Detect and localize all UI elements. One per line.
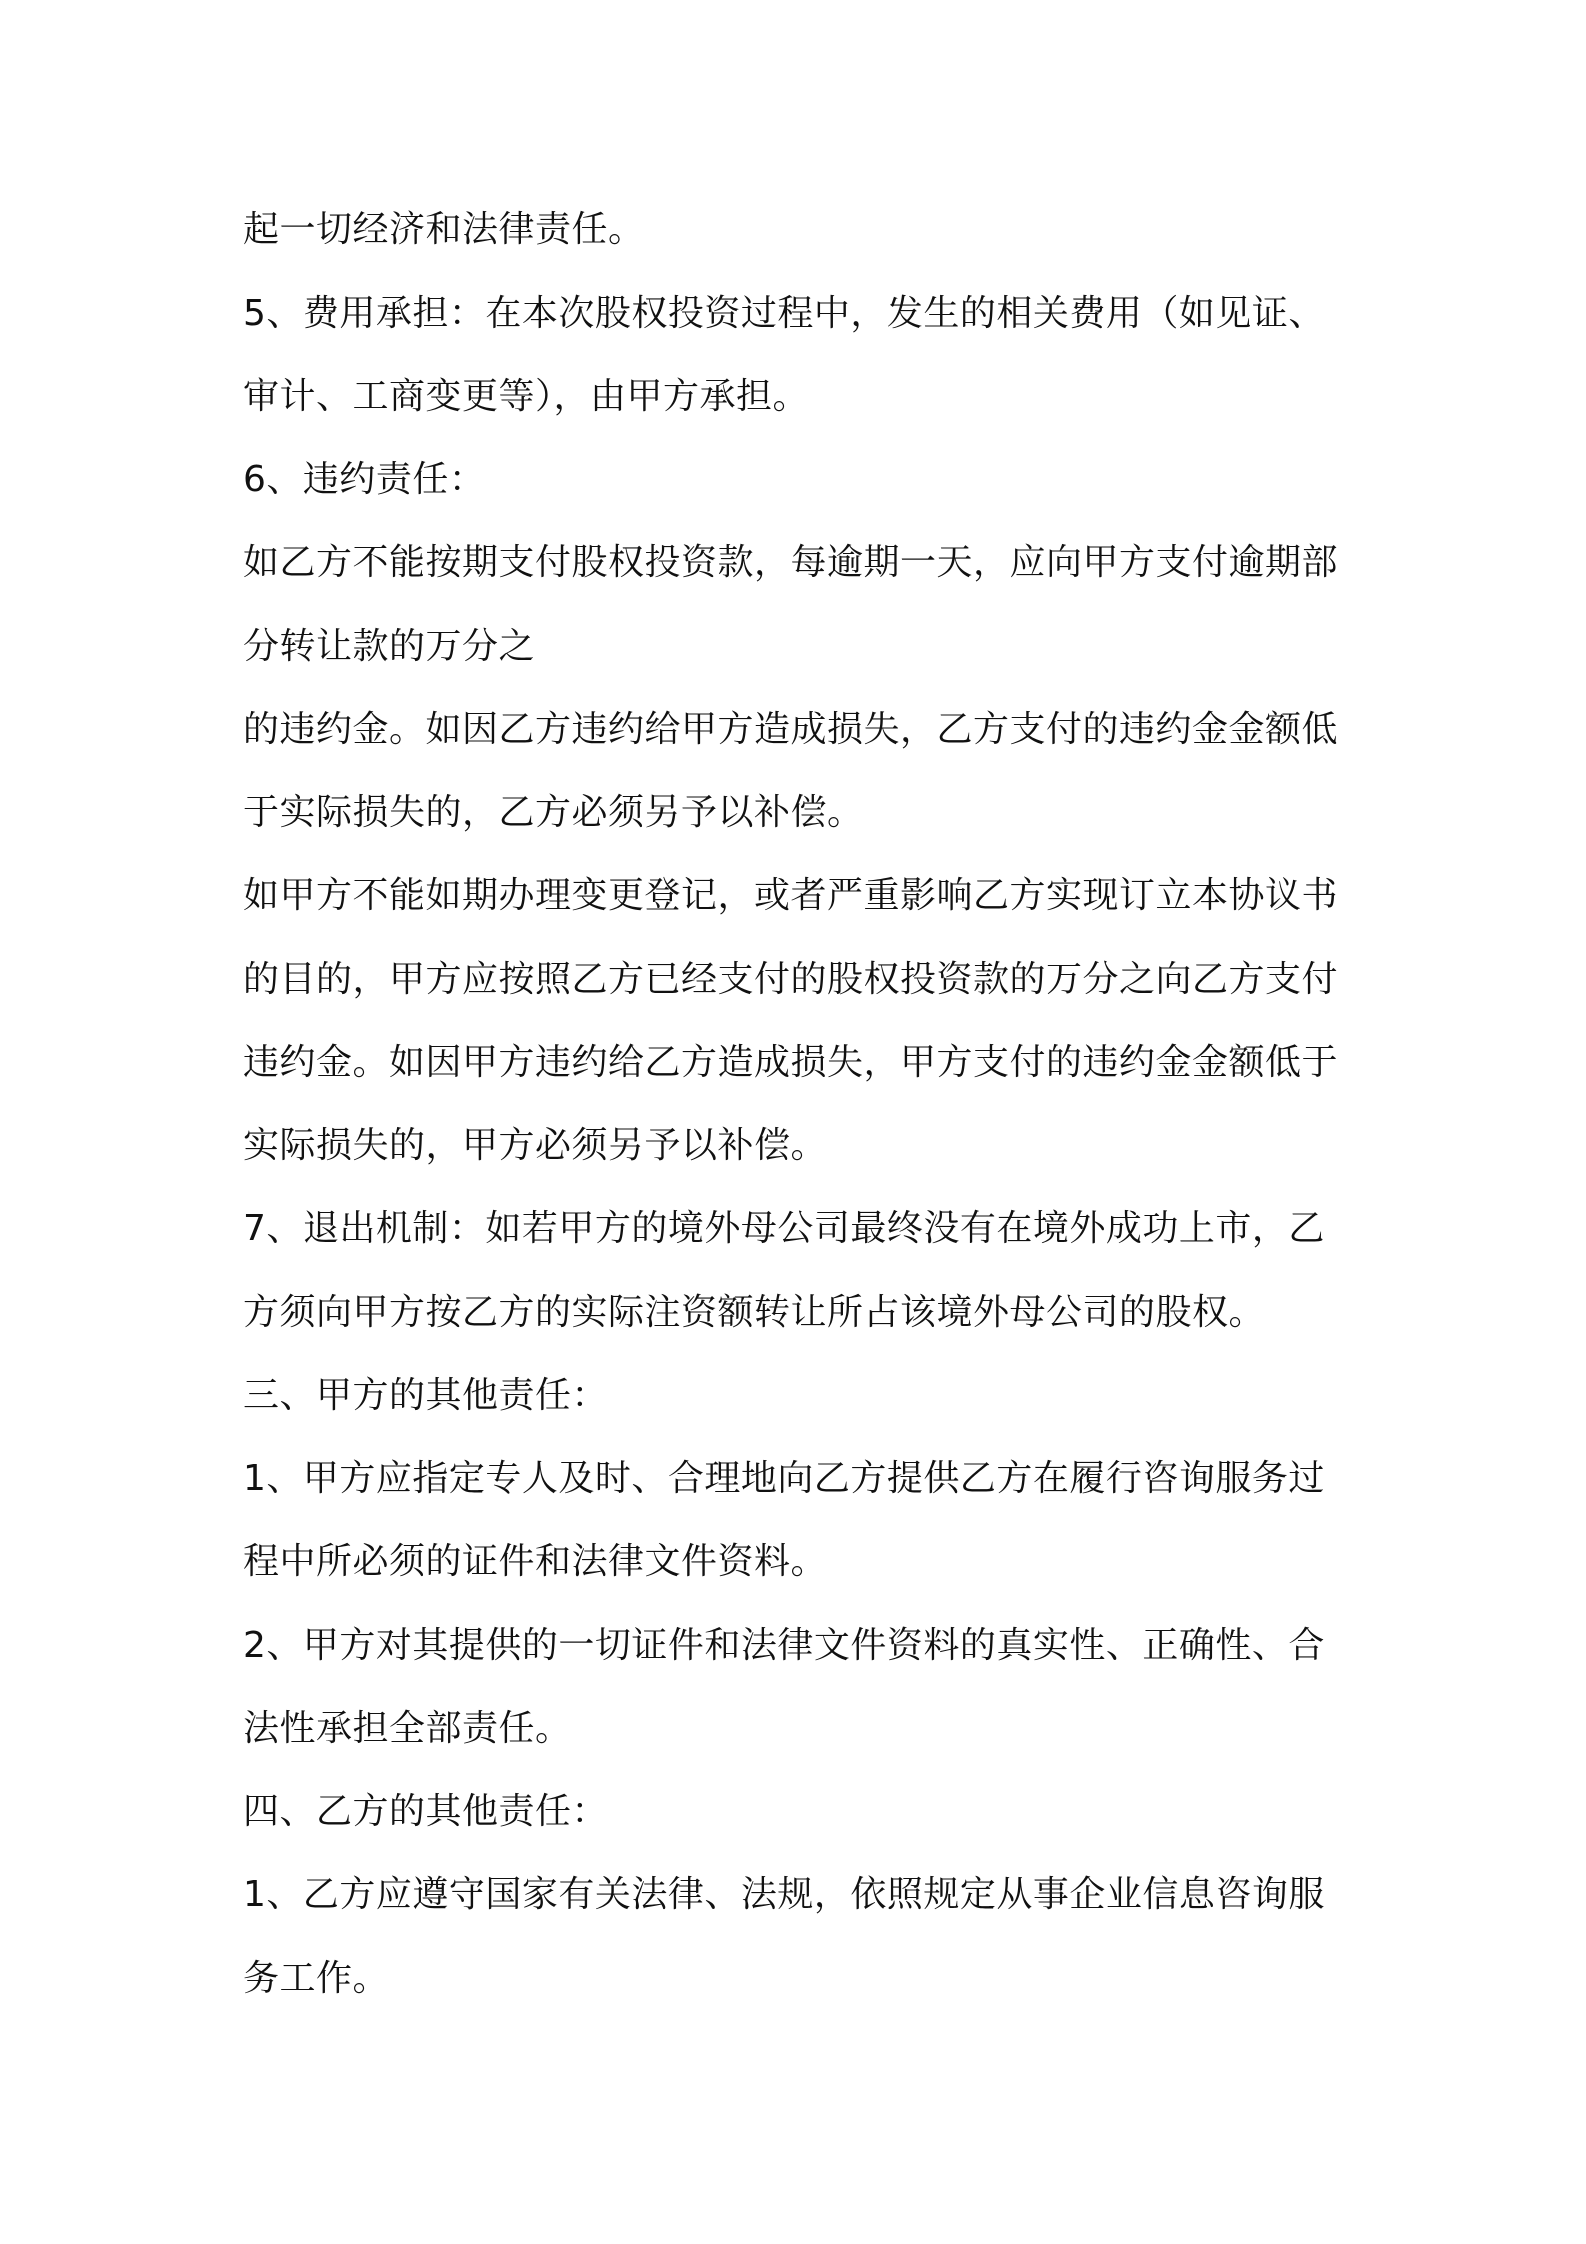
text-line: 如甲方不能如期办理变更登记，或者严重影响乙方实现订立本协议书 [243, 875, 1339, 916]
text-line: 7、退出机制：如若甲方的境外母公司最终没有在境外成功上市，乙 [243, 1208, 1325, 1249]
text-line: 的目的，甲方应按照乙方已经支付的股权投资款的万分之向乙方支付 [243, 959, 1339, 1000]
text-line: 四、乙方的其他责任： [243, 1791, 609, 1832]
text-line: 6、违约责任： [243, 459, 486, 500]
text-line: 1、甲方应指定专人及时、合理地向乙方提供乙方在履行咨询服务过 [243, 1458, 1325, 1499]
text-line: 违约金。如因甲方违约给乙方造成损失，甲方支付的违约金金额低于 [243, 1042, 1339, 1083]
text-line: 法性承担全部责任。 [243, 1708, 572, 1749]
text-line: 的违约金。如因乙方违约给甲方造成损失，乙方支付的违约金金额低 [243, 709, 1339, 750]
text-line: 5、费用承担：在本次股权投资过程中，发生的相关费用（如见证、 [243, 293, 1325, 334]
text-line: 实际损失的，甲方必须另予以补偿。 [243, 1125, 828, 1166]
text-line: 2、甲方对其提供的一切证件和法律文件资料的真实性、正确性、合 [243, 1625, 1325, 1666]
text-line: 如乙方不能按期支付股权投资款，每逾期一天，应向甲方支付逾期部 [243, 542, 1339, 583]
text-line: 分转让款的万分之 [243, 626, 536, 667]
text-line: 审计、工商变更等），由甲方承担。 [243, 376, 810, 417]
text-line: 程中所必须的证件和法律文件资料。 [243, 1541, 828, 1582]
text-line: 方须向甲方按乙方的实际注资额转让所占该境外母公司的股权。 [243, 1292, 1266, 1333]
text-line: 三、甲方的其他责任： [243, 1375, 609, 1416]
text-line: 起一切经济和法律责任。 [243, 209, 645, 250]
text-line: 务工作。 [243, 1958, 390, 1999]
text-line: 于实际损失的，乙方必须另予以补偿。 [243, 792, 864, 833]
text-line: 1、乙方应遵守国家有关法律、法规，依照规定从事企业信息咨询服 [243, 1874, 1325, 1915]
